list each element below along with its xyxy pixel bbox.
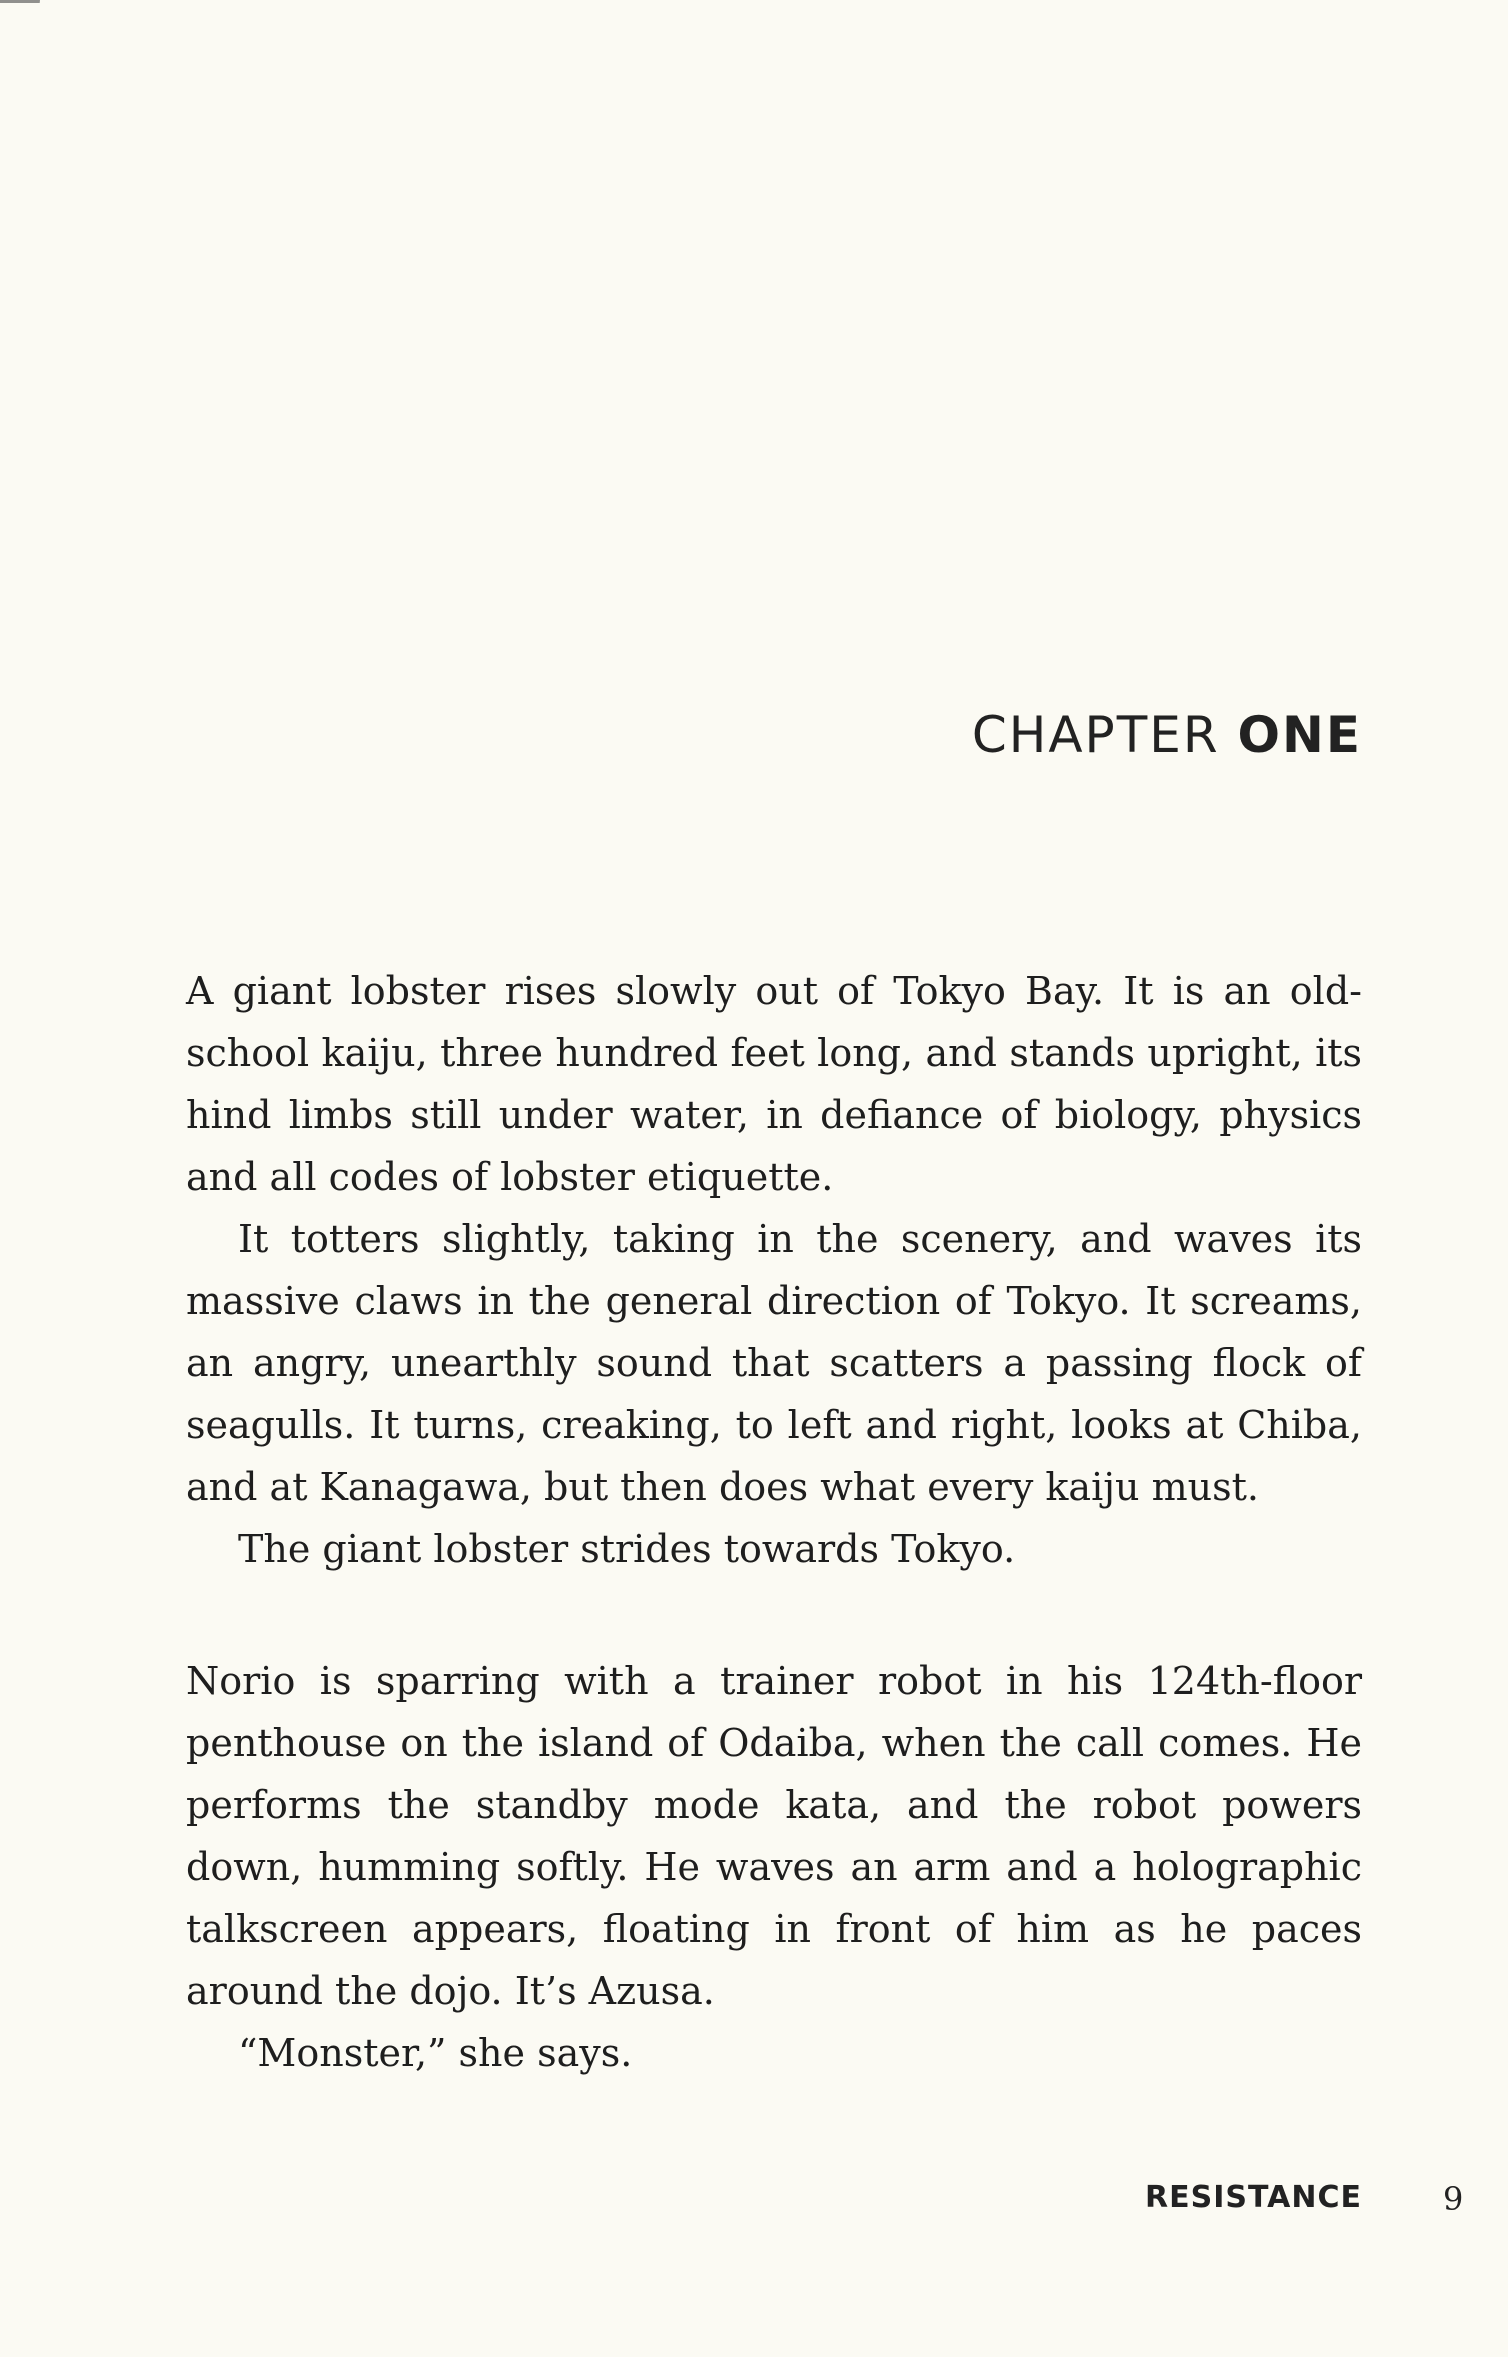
chapter-prefix: CHAPTER bbox=[971, 706, 1220, 764]
paragraph: It totters slightly, taking in the scenery, and waves its massive claws in the general direction of Tokyo. It screams, an angry, unearthly sound that scatters a passing flock of seagulls. It turns, creaking, to left and right, looks at Chiba, and at Kanagawa, but then does what every kaiju must. bbox=[186, 1217, 1362, 1509]
running-title: RESISTANCE bbox=[1145, 2180, 1362, 2215]
chapter-number: ONE bbox=[1237, 706, 1362, 764]
page-number: 9 bbox=[1443, 2180, 1464, 2218]
paragraph: Norio is sparring with a trainer robot in his 124th-floor penthouse on the island of Odaiba, when the call comes. He performs the standby mode kata, and the robot powers down, humming softly. He waves an arm and a holographic talkscreen appears, floating in front of him as he paces around the dojo. It’s Azusa. bbox=[186, 1659, 1362, 2013]
section-one bbox=[186, 960, 1362, 1580]
paragraph: The giant lobster strides towards Tokyo. bbox=[238, 1527, 1016, 1571]
chapter-heading bbox=[972, 706, 1362, 764]
section-two bbox=[186, 1650, 1362, 2084]
paragraph: “Monster,” she says. bbox=[238, 2031, 633, 2075]
paragraph: A giant lobster rises slowly out of Tokyo Bay. It is an old-school kaiju, three hundred feet long, and stands upright, its hind limbs still under water, in defiance of biology, physics and all codes of lobster etiquette. bbox=[186, 969, 1362, 1199]
scan-corner-mark bbox=[0, 0, 40, 15]
